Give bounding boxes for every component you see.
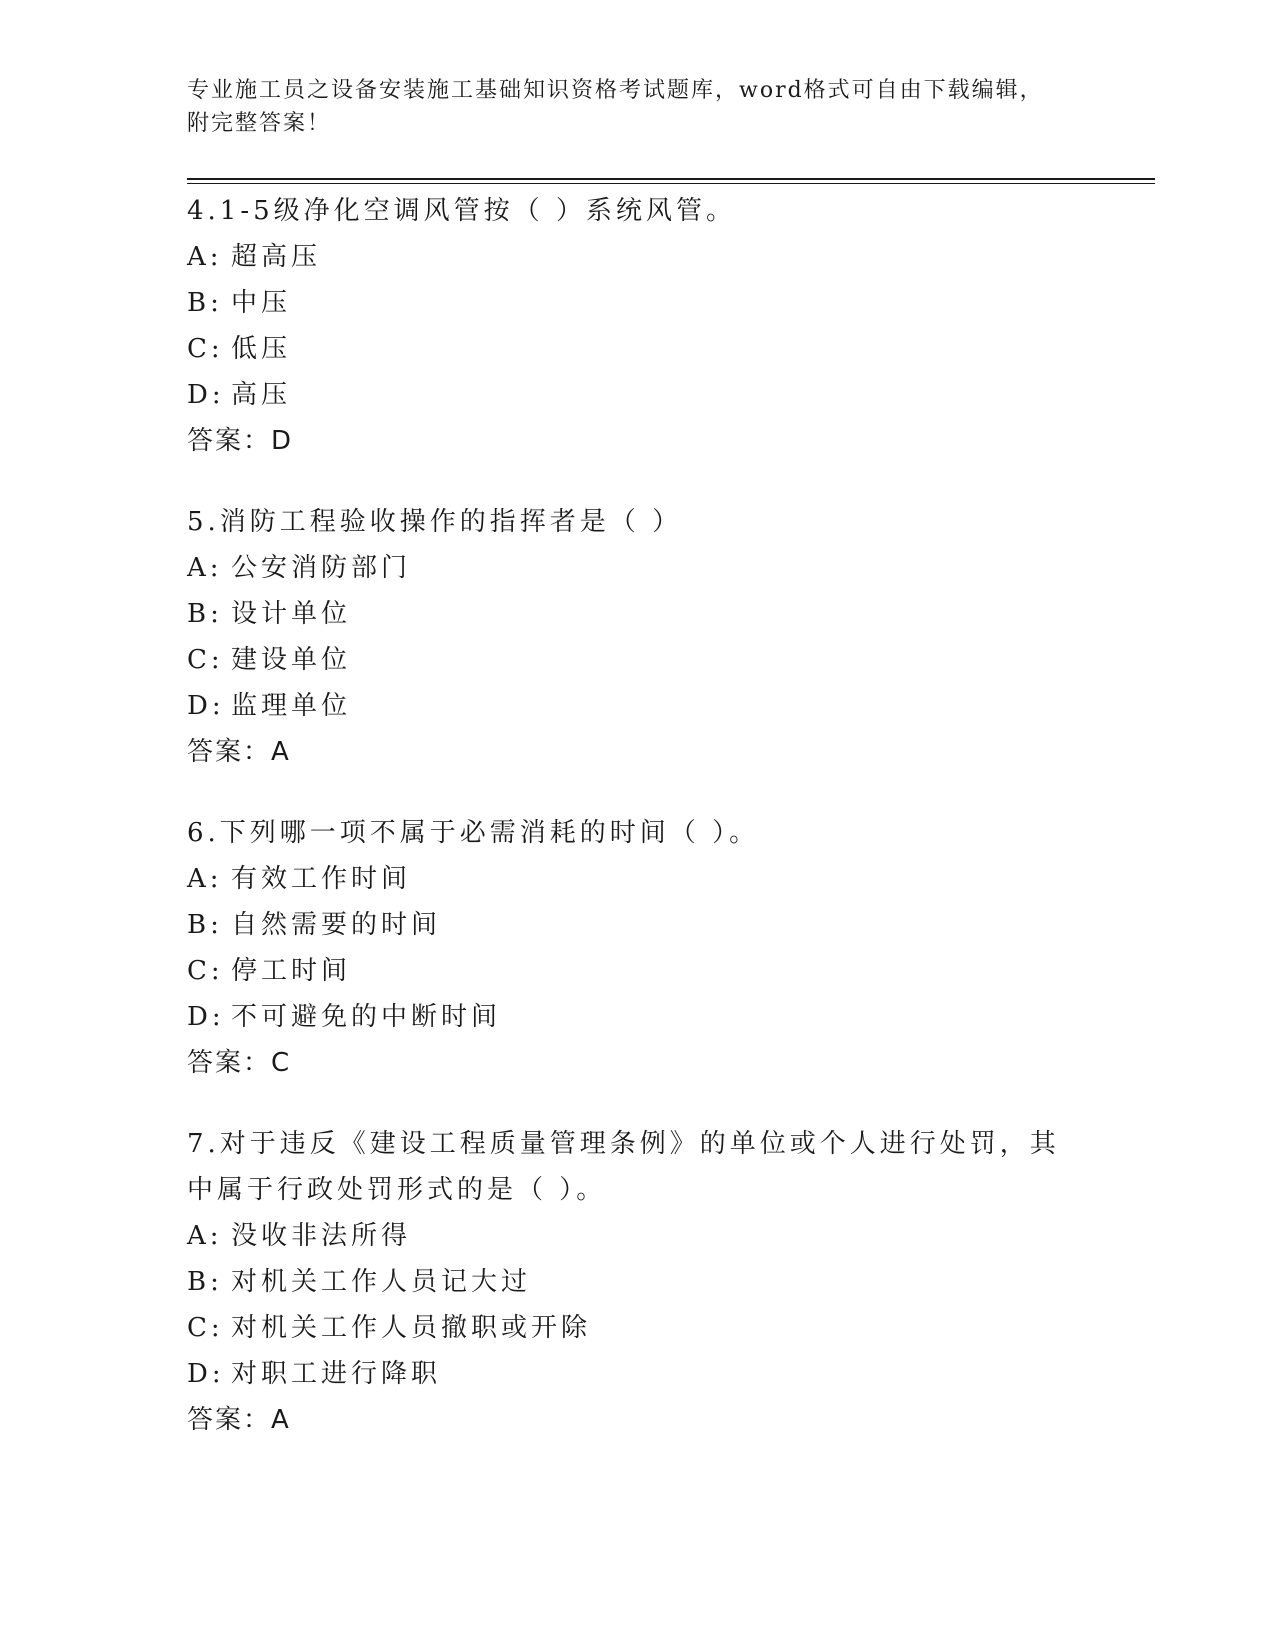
answer-value: A	[271, 737, 291, 767]
option-letter: C:	[187, 645, 224, 675]
header-line-1: 专业施工员之设备安装施工基础知识资格考试题库，word格式可自由下载编辑，	[187, 78, 1044, 103]
option-b	[187, 1259, 1087, 1305]
option-a	[187, 545, 1087, 591]
document-header	[187, 74, 1067, 140]
answer-value: A	[271, 1405, 291, 1435]
answer-label: 答案：	[187, 1048, 272, 1078]
answer-line	[187, 1397, 1087, 1443]
option-a	[187, 856, 1087, 902]
answer-label: 答案：	[187, 426, 272, 456]
option-letter: D:	[187, 380, 225, 410]
header-divider-thin	[187, 183, 1155, 184]
option-letter: C:	[187, 956, 224, 986]
option-letter: D:	[187, 1359, 225, 1389]
question-4	[187, 188, 1087, 464]
option-text: 没收非法所得	[231, 1221, 412, 1251]
option-letter: B:	[187, 599, 223, 629]
option-letter: A:	[187, 1221, 223, 1251]
option-text: 建设单位	[231, 645, 352, 675]
option-text: 中压	[231, 288, 292, 318]
option-text: 高压	[231, 380, 292, 410]
option-text: 自然需要的时间	[231, 910, 442, 940]
option-letter: B:	[187, 1267, 223, 1297]
option-letter: A:	[187, 242, 223, 272]
option-text: 公安消防部门	[231, 553, 412, 583]
option-text: 有效工作时间	[231, 864, 412, 894]
answer-label: 答案：	[187, 1405, 272, 1435]
option-a	[187, 1213, 1087, 1259]
option-c	[187, 1305, 1087, 1351]
option-b	[187, 591, 1087, 637]
option-letter: C:	[187, 334, 224, 364]
question-list	[187, 188, 1087, 1478]
option-c	[187, 326, 1087, 372]
answer-line	[187, 729, 1087, 775]
option-text: 超高压	[231, 242, 322, 272]
answer-line	[187, 418, 1087, 464]
option-b	[187, 280, 1087, 326]
option-text: 停工时间	[231, 956, 352, 986]
option-letter: A:	[187, 864, 223, 894]
option-text: 对机关工作人员记大过	[231, 1267, 532, 1297]
option-text: 对职工进行降职	[231, 1359, 442, 1389]
option-letter: B:	[187, 910, 223, 940]
option-d	[187, 372, 1087, 418]
question-text: 6.下列哪一项不属于必需消耗的时间（ ）。	[187, 818, 760, 848]
option-c	[187, 637, 1087, 683]
answer-label: 答案：	[187, 737, 272, 767]
answer-value: C	[271, 1048, 292, 1078]
question-7	[187, 1121, 1087, 1443]
option-letter: A:	[187, 553, 223, 583]
question-text: 5.消防工程验收操作的指挥者是（ ）	[187, 507, 683, 537]
question-text: 7.对于违反《建设工程质量管理条例》的单位或个人进行处罚，其中属于行政处罚形式的是（ ）。	[187, 1129, 1060, 1205]
option-d	[187, 1351, 1087, 1397]
option-letter: C:	[187, 1313, 224, 1343]
answer-line	[187, 1040, 1087, 1086]
option-text: 低压	[231, 334, 292, 364]
option-text: 设计单位	[231, 599, 352, 629]
answer-value: D	[271, 426, 294, 456]
option-d	[187, 683, 1087, 729]
option-d	[187, 994, 1087, 1040]
question-text: 4.1-5级净化空调风管按（ ）系统风管。	[187, 196, 736, 226]
question-5	[187, 499, 1087, 775]
option-letter: B:	[187, 288, 223, 318]
option-text: 对机关工作人员撤职或开除	[231, 1313, 592, 1343]
option-a	[187, 234, 1087, 280]
header-line-2: 附完整答案！	[187, 111, 332, 136]
option-b	[187, 902, 1087, 948]
option-text: 不可避免的中断时间	[231, 1002, 502, 1032]
header-divider-thick	[187, 178, 1155, 180]
option-text: 监理单位	[231, 691, 352, 721]
question-6	[187, 810, 1087, 1086]
option-letter: D:	[187, 691, 225, 721]
option-c	[187, 948, 1087, 994]
option-letter: D:	[187, 1002, 225, 1032]
